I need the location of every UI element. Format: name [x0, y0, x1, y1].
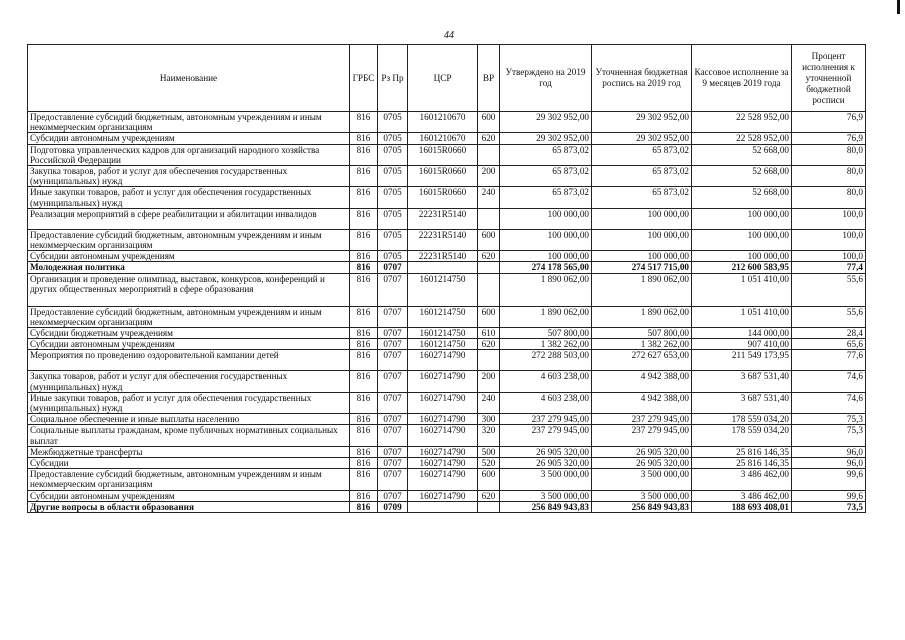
row-vr: 600	[478, 469, 500, 490]
header-row	[28, 45, 866, 112]
edge-scan-mark	[897, 0, 900, 14]
row-name: Реализация мероприятий в сфере реабилитации и абилитации инвалидов	[28, 208, 350, 229]
row-name: Социальные выплаты гражданам, кроме публичных нормативных социальных выплат	[28, 425, 350, 446]
table-row	[28, 490, 866, 501]
row-grbs: 816	[350, 371, 378, 392]
row-rzpr: 0707	[378, 392, 408, 413]
header-rzpr: Рз Пр	[378, 45, 408, 112]
row-grbs: 816	[350, 414, 378, 425]
row-vr: 610	[478, 328, 500, 339]
table-row	[28, 350, 866, 371]
row-grbs: 816	[350, 339, 378, 350]
row-approved: 65 873,02	[500, 166, 592, 187]
row-grbs: 816	[350, 328, 378, 339]
row-approved: 237 279 945,00	[500, 414, 592, 425]
row-revised: 100 000,00	[592, 251, 692, 262]
row-grbs: 816	[350, 306, 378, 327]
row-grbs: 816	[350, 166, 378, 187]
row-rzpr: 0709	[378, 501, 408, 512]
row-approved: 65 873,02	[500, 187, 592, 208]
row-percent: 75,3	[792, 425, 866, 446]
row-cash: 100 000,00	[692, 229, 792, 250]
row-percent: 100,0	[792, 251, 866, 262]
row-cash: 100 000,00	[692, 251, 792, 262]
row-grbs: 816	[350, 446, 378, 457]
row-name: Другие вопросы в области образования	[28, 501, 350, 512]
row-grbs: 816	[350, 469, 378, 490]
row-rzpr: 0707	[378, 262, 408, 273]
row-cash: 52 668,00	[692, 187, 792, 208]
table-row	[28, 469, 866, 490]
table-row	[28, 446, 866, 457]
row-name: Мероприятия по проведению оздоровительной кампании детей	[28, 350, 350, 371]
row-approved: 272 288 503,00	[500, 350, 592, 371]
row-revised: 237 279 945,00	[592, 425, 692, 446]
row-rzpr: 0705	[378, 187, 408, 208]
row-revised: 272 627 653,00	[592, 350, 692, 371]
row-csr: 1602714790	[408, 469, 478, 490]
row-rzpr: 0705	[378, 133, 408, 144]
row-percent: 75,3	[792, 414, 866, 425]
row-approved: 100 000,00	[500, 251, 592, 262]
row-approved: 4 603 238,00	[500, 392, 592, 413]
row-vr: 200	[478, 166, 500, 187]
row-approved: 100 000,00	[500, 208, 592, 229]
row-vr: 600	[478, 112, 500, 133]
row-rzpr: 0707	[378, 458, 408, 469]
row-vr: 500	[478, 446, 500, 457]
row-csr: 1602714790	[408, 414, 478, 425]
row-approved: 26 905 320,00	[500, 446, 592, 457]
row-revised: 3 500 000,00	[592, 490, 692, 501]
row-percent: 76,9	[792, 112, 866, 133]
row-grbs: 816	[350, 273, 378, 306]
row-percent: 99,6	[792, 490, 866, 501]
row-csr: 1601210670	[408, 133, 478, 144]
row-revised: 256 849 943,83	[592, 501, 692, 512]
row-percent: 100,0	[792, 208, 866, 229]
row-rzpr: 0705	[378, 144, 408, 165]
row-csr: 22231R5140	[408, 208, 478, 229]
row-cash: 1 051 410,00	[692, 273, 792, 306]
row-percent: 80,0	[792, 187, 866, 208]
table-row	[28, 328, 866, 339]
row-vr: 620	[478, 133, 500, 144]
page-number: 44	[444, 30, 454, 41]
row-approved: 29 302 952,00	[500, 112, 592, 133]
row-grbs: 816	[350, 350, 378, 371]
row-name: Предоставление субсидий бюджетным, автономным учреждениям и иным некоммерческим организациям	[28, 306, 350, 327]
row-percent: 100,0	[792, 229, 866, 250]
row-csr: 1602714790	[408, 446, 478, 457]
row-approved: 3 500 000,00	[500, 490, 592, 501]
row-grbs: 816	[350, 144, 378, 165]
row-name: Субсидии автономным учреждениям	[28, 490, 350, 501]
row-percent: 80,0	[792, 166, 866, 187]
row-name: Предоставление субсидий бюджетным, автономным учреждениям и иным некоммерческим организациям	[28, 112, 350, 133]
row-grbs: 816	[350, 490, 378, 501]
row-csr: 1601214750	[408, 328, 478, 339]
row-approved: 26 905 320,00	[500, 458, 592, 469]
row-rzpr: 0707	[378, 339, 408, 350]
row-cash: 3 687 531,40	[692, 371, 792, 392]
table-row	[28, 112, 866, 133]
header-name: Наименование	[28, 45, 350, 112]
row-csr: 1602714790	[408, 371, 478, 392]
row-name: Иные закупки товаров, работ и услуг для обеспечения государственных (муниципальных) нужд	[28, 392, 350, 413]
row-name: Субсидии автономным учреждениям	[28, 251, 350, 262]
table-row	[28, 425, 866, 446]
table-row	[28, 273, 866, 306]
row-vr: 320	[478, 425, 500, 446]
row-percent: 77,4	[792, 262, 866, 273]
row-revised: 65 873,02	[592, 166, 692, 187]
table-row	[28, 208, 866, 229]
row-name: Предоставление субсидий бюджетным, автономным учреждениям и иным некоммерческим организациям	[28, 469, 350, 490]
row-approved: 4 603 238,00	[500, 371, 592, 392]
row-vr: 520	[478, 458, 500, 469]
row-rzpr: 0707	[378, 414, 408, 425]
row-percent: 73,5	[792, 501, 866, 512]
row-approved: 237 279 945,00	[500, 425, 592, 446]
row-name: Субсидии автономным учреждениям	[28, 133, 350, 144]
row-revised: 100 000,00	[592, 208, 692, 229]
row-name: Организация и проведение олимпиад, выставок, конкурсов, конференций и других общественных мероприятий в сфере образования	[28, 273, 350, 306]
row-csr: 16015R0660	[408, 144, 478, 165]
row-percent: 55,6	[792, 306, 866, 327]
row-rzpr: 0705	[378, 166, 408, 187]
row-cash: 1 051 410,00	[692, 306, 792, 327]
row-csr	[408, 501, 478, 512]
row-approved: 1 382 262,00	[500, 339, 592, 350]
row-vr	[478, 144, 500, 165]
row-approved: 507 800,00	[500, 328, 592, 339]
row-csr: 1601214750	[408, 306, 478, 327]
row-percent: 80,0	[792, 144, 866, 165]
row-cash: 100 000,00	[692, 208, 792, 229]
row-rzpr: 0707	[378, 306, 408, 327]
row-name: Социальное обеспечение и иные выплаты населению	[28, 414, 350, 425]
row-approved: 1 890 062,00	[500, 273, 592, 306]
row-rzpr: 0707	[378, 490, 408, 501]
row-csr: 1602714790	[408, 392, 478, 413]
row-approved: 100 000,00	[500, 229, 592, 250]
row-revised: 1 890 062,00	[592, 306, 692, 327]
row-vr: 600	[478, 306, 500, 327]
row-revised: 4 942 388,00	[592, 371, 692, 392]
header-cash: Кассовое исполнение за 9 месяцев 2019 года	[692, 45, 792, 112]
row-cash: 3 486 462,00	[692, 490, 792, 501]
row-percent: 65,6	[792, 339, 866, 350]
row-cash: 52 668,00	[692, 166, 792, 187]
row-rzpr: 0707	[378, 350, 408, 371]
row-grbs: 816	[350, 229, 378, 250]
row-cash: 3 687 531,40	[692, 392, 792, 413]
row-grbs: 816	[350, 133, 378, 144]
row-vr: 240	[478, 187, 500, 208]
table-body	[28, 112, 866, 513]
table-row	[28, 251, 866, 262]
row-cash: 212 600 583,95	[692, 262, 792, 273]
row-revised: 65 873,02	[592, 187, 692, 208]
row-csr: 1601214750	[408, 273, 478, 306]
row-rzpr: 0705	[378, 229, 408, 250]
row-approved: 274 178 565,00	[500, 262, 592, 273]
row-percent: 74,6	[792, 392, 866, 413]
row-rzpr: 0707	[378, 328, 408, 339]
row-percent: 77,6	[792, 350, 866, 371]
row-grbs: 816	[350, 392, 378, 413]
row-cash: 25 816 146,35	[692, 458, 792, 469]
header-csr: ЦСР	[408, 45, 478, 112]
row-revised: 1 382 262,00	[592, 339, 692, 350]
table-row	[28, 501, 866, 512]
row-rzpr: 0705	[378, 112, 408, 133]
row-vr: 620	[478, 251, 500, 262]
row-percent: 55,6	[792, 273, 866, 306]
row-vr	[478, 350, 500, 371]
row-vr	[478, 262, 500, 273]
row-name: Подготовка управленческих кадров для организаций народного хозяйства Российской Федерации	[28, 144, 350, 165]
row-name: Субсидии	[28, 458, 350, 469]
row-approved: 29 302 952,00	[500, 133, 592, 144]
row-rzpr: 0705	[378, 208, 408, 229]
row-cash: 52 668,00	[692, 144, 792, 165]
row-revised: 100 000,00	[592, 229, 692, 250]
table-row	[28, 458, 866, 469]
row-revised: 26 905 320,00	[592, 446, 692, 457]
table-row	[28, 229, 866, 250]
table-row	[28, 187, 866, 208]
row-percent: 99,6	[792, 469, 866, 490]
row-vr	[478, 501, 500, 512]
table-row	[28, 371, 866, 392]
row-vr: 620	[478, 490, 500, 501]
row-vr	[478, 208, 500, 229]
row-name: Предоставление субсидий бюджетным, автономным учреждениям и иным некоммерческим организациям	[28, 229, 350, 250]
table-row	[28, 144, 866, 165]
row-grbs: 816	[350, 187, 378, 208]
row-csr: 1602714790	[408, 425, 478, 446]
table-row	[28, 262, 866, 273]
row-csr: 22231R5140	[408, 229, 478, 250]
table-row	[28, 392, 866, 413]
row-approved: 3 500 000,00	[500, 469, 592, 490]
row-approved: 1 890 062,00	[500, 306, 592, 327]
row-cash: 907 410,00	[692, 339, 792, 350]
row-csr: 22231R5140	[408, 251, 478, 262]
row-csr: 1602714790	[408, 490, 478, 501]
table-row	[28, 306, 866, 327]
row-csr: 1602714790	[408, 458, 478, 469]
row-cash: 144 000,00	[692, 328, 792, 339]
row-cash: 178 559 034,20	[692, 425, 792, 446]
row-percent: 96,0	[792, 458, 866, 469]
row-revised: 29 302 952,00	[592, 133, 692, 144]
row-revised: 507 800,00	[592, 328, 692, 339]
row-grbs: 816	[350, 112, 378, 133]
row-revised: 1 890 062,00	[592, 273, 692, 306]
row-percent: 28,4	[792, 328, 866, 339]
row-name: Субсидии автономным учреждениям	[28, 339, 350, 350]
row-csr: 16015R0660	[408, 187, 478, 208]
row-cash: 25 816 146,35	[692, 446, 792, 457]
row-rzpr: 0707	[378, 469, 408, 490]
row-rzpr: 0705	[378, 251, 408, 262]
row-vr: 240	[478, 392, 500, 413]
row-rzpr: 0707	[378, 425, 408, 446]
row-grbs: 816	[350, 501, 378, 512]
row-revised: 65 873,02	[592, 144, 692, 165]
row-cash: 22 528 952,00	[692, 133, 792, 144]
row-cash: 3 486 462,00	[692, 469, 792, 490]
row-csr: 16015R0660	[408, 166, 478, 187]
row-grbs: 816	[350, 262, 378, 273]
row-approved: 65 873,02	[500, 144, 592, 165]
row-rzpr: 0707	[378, 273, 408, 306]
row-cash: 211 549 173,95	[692, 350, 792, 371]
row-grbs: 816	[350, 425, 378, 446]
row-name: Молодежная политика	[28, 262, 350, 273]
header-approved: Утверждено на 2019 год	[500, 45, 592, 112]
row-csr: 1601210670	[408, 112, 478, 133]
table-row	[28, 166, 866, 187]
row-percent: 74,6	[792, 371, 866, 392]
row-revised: 274 517 715,00	[592, 262, 692, 273]
row-revised: 4 942 388,00	[592, 392, 692, 413]
row-vr: 620	[478, 339, 500, 350]
table-row	[28, 339, 866, 350]
row-grbs: 816	[350, 208, 378, 229]
row-name: Межбюджетные трансферты	[28, 446, 350, 457]
row-grbs: 816	[350, 458, 378, 469]
row-name: Иные закупки товаров, работ и услуг для обеспечения государственных (муниципальных) нужд	[28, 187, 350, 208]
row-csr	[408, 262, 478, 273]
header-grbs: ГРБС	[350, 45, 378, 112]
budget-table	[27, 44, 866, 513]
row-vr: 600	[478, 229, 500, 250]
row-revised: 3 500 000,00	[592, 469, 692, 490]
row-revised: 237 279 945,00	[592, 414, 692, 425]
row-name: Закупка товаров, работ и услуг для обеспечения государственных (муниципальных) нужд	[28, 371, 350, 392]
row-csr: 1601214750	[408, 339, 478, 350]
row-cash: 22 528 952,00	[692, 112, 792, 133]
row-cash: 188 693 408,01	[692, 501, 792, 512]
row-percent: 76,9	[792, 133, 866, 144]
row-rzpr: 0707	[378, 371, 408, 392]
row-approved: 256 849 943,83	[500, 501, 592, 512]
row-vr: 300	[478, 414, 500, 425]
row-vr: 200	[478, 371, 500, 392]
header-percent: Процент исполнения к уточненной бюджетной росписи	[792, 45, 866, 112]
row-csr: 1602714790	[408, 350, 478, 371]
header-vr: ВР	[478, 45, 500, 112]
table-row	[28, 133, 866, 144]
row-grbs: 816	[350, 251, 378, 262]
row-rzpr: 0707	[378, 446, 408, 457]
header-revised: Уточненная бюджетная роспись на 2019 год	[592, 45, 692, 112]
row-percent: 96,0	[792, 446, 866, 457]
row-revised: 26 905 320,00	[592, 458, 692, 469]
row-vr	[478, 273, 500, 306]
table-row	[28, 414, 866, 425]
row-revised: 29 302 952,00	[592, 112, 692, 133]
row-name: Субсидии бюджетным учреждениям	[28, 328, 350, 339]
row-cash: 178 559 034,20	[692, 414, 792, 425]
row-name: Закупка товаров, работ и услуг для обеспечения государственных (муниципальных) нужд	[28, 166, 350, 187]
